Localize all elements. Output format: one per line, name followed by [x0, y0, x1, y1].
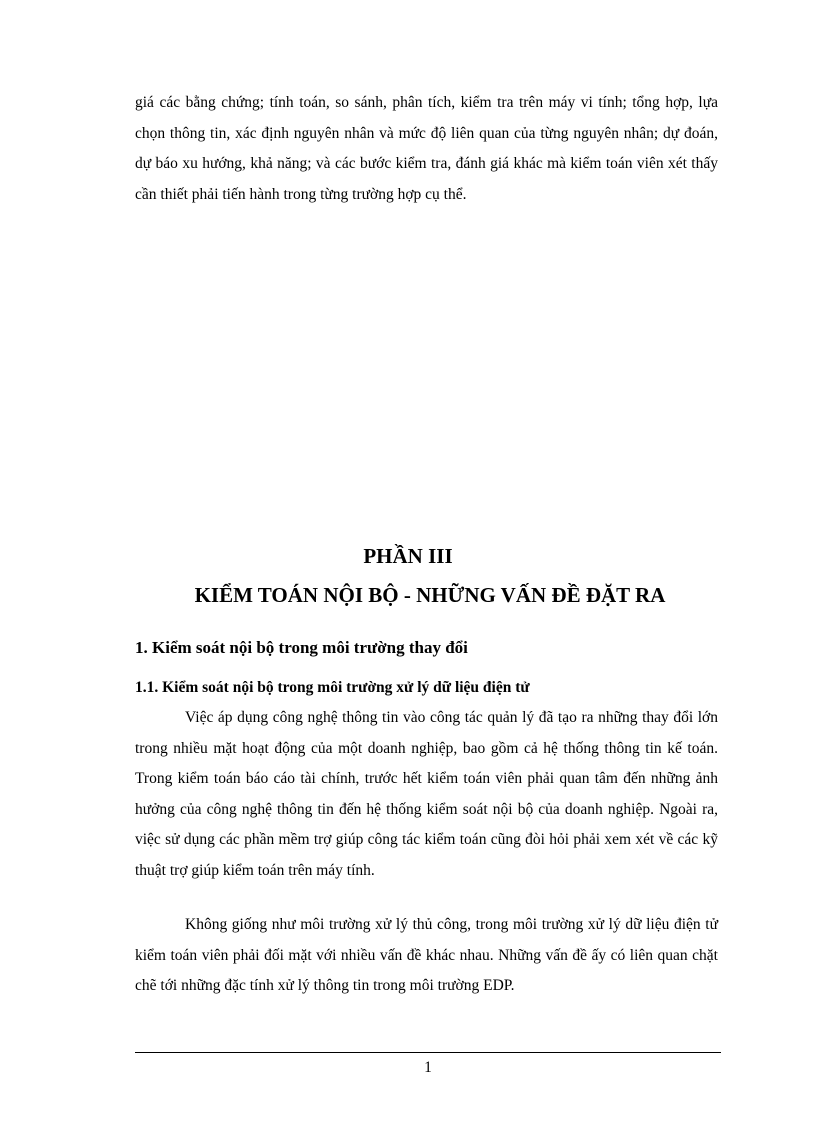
- section-heading: 1. Kiểm soát nội bộ trong môi trường thay đổi: [135, 638, 468, 657]
- body-paragraph: Việc áp dụng công nghệ thông tin vào công tác quản lý đã tạo ra những thay đổi lớn trong nhiều mặt hoạt động của một doanh nghiệp, bao gồm cả hệ thống thông tin kế toán. Trong kiểm toán báo cáo tài chính, trước hết kiểm toán viên phải quan tâm đến những ảnh hưởng của công nghệ thông tin đến hệ thống kiểm soát nội bộ của doanh nghiệp. Ngoài ra, việc sử dụng các phần mềm trợ giúp công tác kiểm toán cũng đòi hỏi phải xem xét về các kỹ thuật trợ giúp kiểm toán trên máy tính.: [135, 709, 718, 879]
- part-title: PHẦN III: [363, 544, 453, 568]
- page-number: 1: [424, 1059, 432, 1076]
- subsection-heading: 1.1. Kiểm soát nội bộ trong môi trường xử lý dữ liệu điện tử: [135, 679, 530, 696]
- intro-paragraph: giá các bằng chứng; tính toán, so sánh, phân tích, kiểm tra trên máy vi tính; tổng hợp, lựa chọn thông tin, xác định nguyên nhân và mức độ liên quan của từng nguyên nhân; dự đoán, dự báo xu hướng, khả năng; và các bước kiểm tra, đánh giá khác mà kiểm toán viên xét thấy cần thiết phải tiến hành trong từng trường hợp cụ thể.: [135, 94, 718, 203]
- footer-divider: [135, 1052, 721, 1053]
- part-subtitle: KIỂM TOÁN NỘI BỘ - NHỮNG VẤN ĐỀ ĐẶT RA: [194, 583, 666, 607]
- body-paragraph: Không giống như môi trường xử lý thủ công, trong môi trường xử lý dữ liệu điện tử kiểm toán viên phải đối mặt với nhiều vấn đề khác nhau. Những vấn đề ấy có liên quan chặt chẽ tới những đặc tính xử lý thông tin trong môi trường EDP.: [135, 916, 718, 994]
